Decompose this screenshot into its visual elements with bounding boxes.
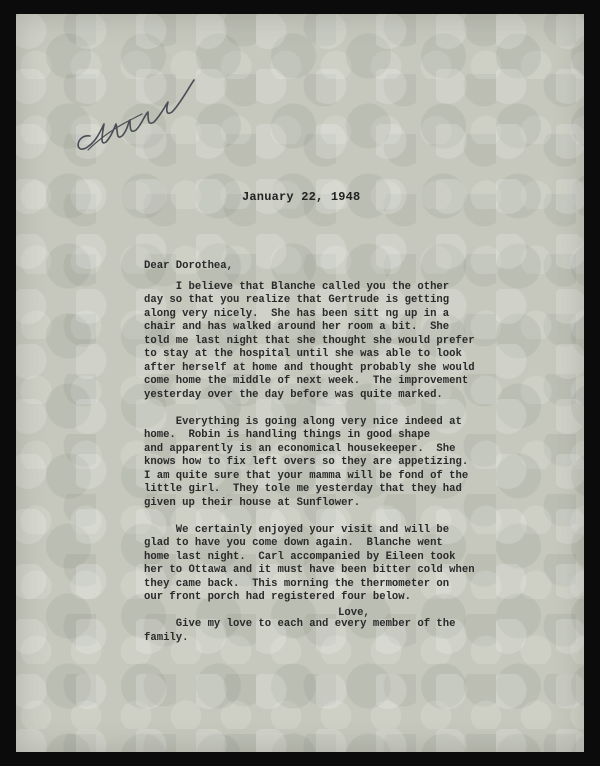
letter-closing: Love,	[338, 607, 370, 619]
paragraph-3	[144, 524, 524, 605]
paragraph-4	[144, 618, 524, 645]
text-line: along very nicely. She has been sitt ng up in a	[144, 307, 450, 320]
text-line: Give my love to each and every member of the	[144, 618, 456, 630]
salutation: Dear Dorothea,	[144, 260, 234, 272]
paragraph-2	[144, 416, 524, 511]
text-line: day so that you realize that Gertrude is getting	[144, 294, 450, 306]
text-line: glad to have you come down again. Blanche went	[144, 537, 443, 549]
paragraph-1	[144, 281, 524, 403]
letter-date: January 22, 1948	[242, 190, 361, 204]
text-line: told me last night that she thought she would prefer	[144, 334, 475, 347]
text-line: little girl. They tole me yesterday that they had	[144, 483, 462, 495]
text-line: and apparently is an economical housekeeper. She	[144, 442, 456, 455]
text-line: We certainly enjoyed your visit and will be	[144, 523, 450, 536]
signature-scribble	[66, 62, 196, 162]
text-line: family.	[144, 631, 189, 644]
text-line: Everything is going along very nice indeed at	[144, 415, 462, 428]
letter-page	[16, 14, 584, 752]
text-line: home last night. Carl accompanied by Eileen took	[144, 550, 456, 563]
letter-body	[144, 260, 524, 645]
text-line: given up their house at Sunflower.	[144, 496, 361, 509]
text-line: I am quite sure that your mamma will be fond of the	[144, 469, 469, 482]
text-line: come home the middle of next week. The improvement	[144, 375, 469, 387]
text-line: they came back. This morning the thermometer on	[144, 577, 450, 590]
text-line: knows how to fix left overs so they are appetizing.	[144, 456, 469, 468]
text-line: home. Robin is handling things in good shape	[144, 429, 431, 441]
text-line: to stay at the hospital until she was able to look	[144, 348, 462, 360]
text-line: I believe that Blanche called you the other	[144, 280, 450, 293]
handwritten-signature-mark	[66, 62, 196, 162]
text-line: after herself at home and thought probably she would	[144, 361, 475, 374]
text-line: chair and has walked around her room a bit. She	[144, 321, 450, 333]
text-line: her to Ottawa and it must have been bitter cold when	[144, 564, 475, 576]
text-line: our front porch had registered four below.	[144, 591, 412, 603]
text-line: yesterday over the day before was quite marked.	[144, 388, 443, 401]
